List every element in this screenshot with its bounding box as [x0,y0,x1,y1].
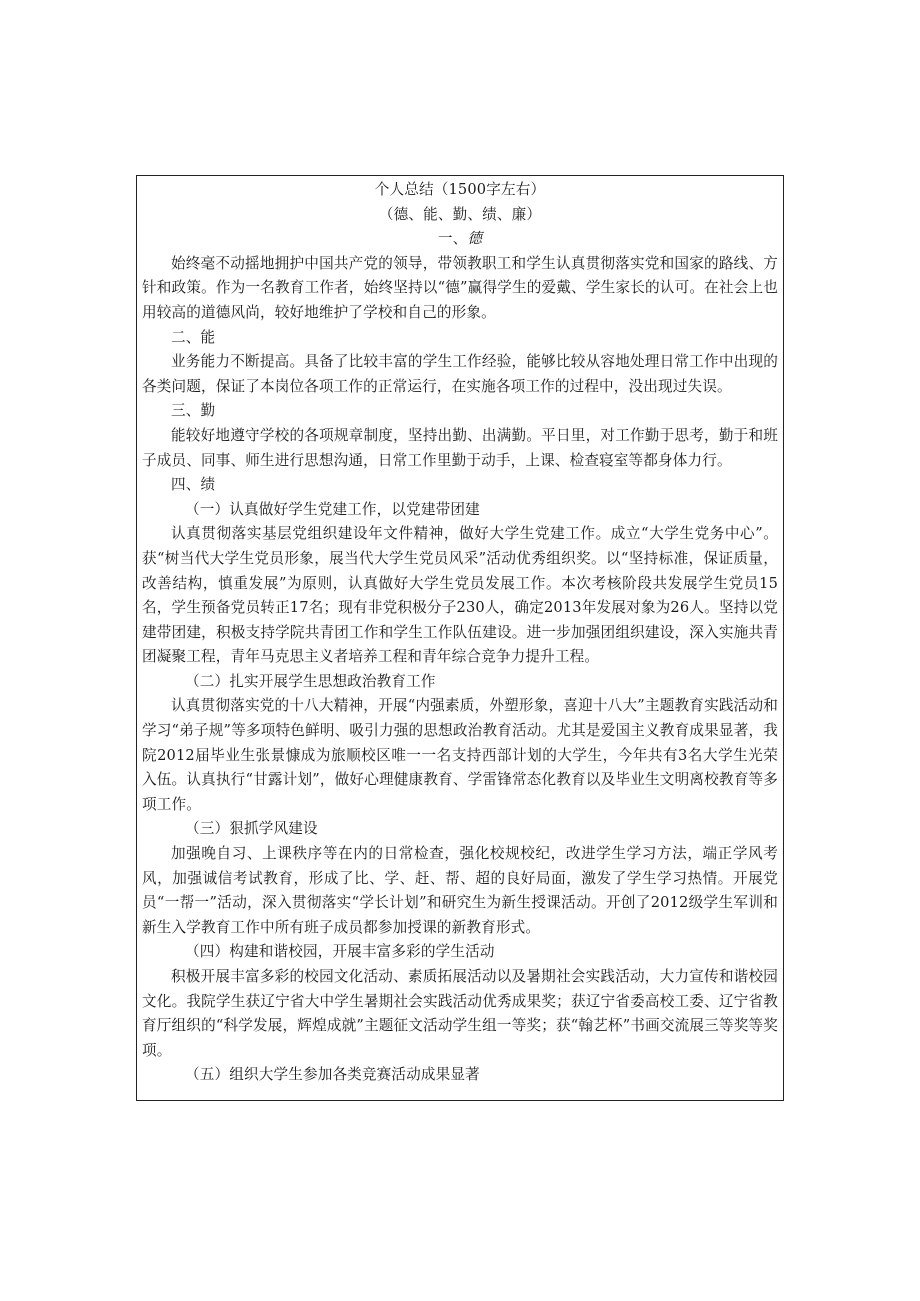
section-heading-de-char: 德 [467,230,483,248]
subsection-heading-5: （五）组织大学生参加各类竞赛活动成果显著 [185,1066,480,1084]
section-heading-ji: 四、绩 [171,476,216,494]
subsection-heading-3: （三）狠抓学风建设 [185,820,318,838]
subsection-heading-1: （一）认真做好学生党建工作，以党建带团建 [185,500,480,518]
subsection-body-2: 认真贯彻落实党的十八大精神，开展“内强素质，外塑形象，喜迎十八大”主题教育实践活动和学习“弟子规”等多项特色鲜明、吸引力强的思想政治教育活动。尤其是爱国主义教育成果显著，我院2012届毕业生张景慷成为旅顺校区唯一一名支持西部计划的大学生，今年共有3名大学生光荣入伍。认真执行“甘露计划”，做好心理健康教育、学雷锋常态化教育以及毕业生文明离校教育等多项工作。 [142,697,778,813]
subsection-body-3: 加强晚自习、上课秩序等在内的日常检查，强化校规校纪，改进学生学习方法，端正学风考风，加强诚信考试教育，形成了比、学、赶、帮、超的良好局面，激发了学生学习热情。开展党员“一帮一”活动，深入贯彻落实“学长计划”和研究生为新生授课活动。开创了2012级学生军训和新生入学教育工作中所有班子成员都参加授课的新教育形式。 [142,845,778,936]
summary-form-box [136,175,784,1101]
section-body-neng: 业务能力不断提高。具备了比较丰富的学生工作经验，能够比较从容地处理日常工作中出现的各类问题，保证了本岗位各项工作的正常运行，在实施各项工作的过程中，没出现过失误。 [142,353,778,395]
section-heading-qin: 三、勤 [171,402,216,420]
subsection-body-1: 认真贯彻落实基层党组织建设年文件精神，做好大学生党建工作。成立“大学生党务中心”。获“树当代大学生党员形象，展当代大学生党员风采”活动优秀组织奖。以“坚持标准，保证质量，改善结构，慎重发展”为原则，认真做好大学生党员发展工作。本次考核阶段共发展学生党员15名，学生预备党员转正17名；现有非党积极分子230人，确定2013年发展对象为26人。坚持以党建带团建，积极支持学院共青团工作和学生工作队伍建设。进一步加强团组织建设，深入实施共青团凝聚工程，青年马克思主义者培养工程和青年综合竞争力提升工程。 [142,525,778,666]
section-heading-de-prefix: 一、 [437,230,468,248]
summary-content [137,176,783,1088]
section-body-de: 始终毫不动摇地拥护中国共产党的领导，带领教职工和学生认真贯彻落实党和国家的路线、方针和政策。作为一名教育工作者，始终坚持以“德”赢得学生的爱戴、学生家长的认可。在社会上也用较高的道德风尚，较好地维护了学校和自己的形象。 [142,254,778,321]
section-heading-de [142,227,778,252]
section-body-qin: 能较好地遵守学校的各项规章制度，坚持出勤、出满勤。平日里，对工作勤于思考，勤于和班子成员、同事、师生进行思想沟通，日常工作里勤于动手，上课、检查寝室等都身体力行。 [142,426,778,469]
page-title: 个人总结（1500字左右） [374,181,546,198]
section-heading-neng: 二、能 [171,328,216,346]
subsection-body-4: 积极开展丰富多彩的校园文化活动、素质拓展活动以及暑期社会实践活动，大力宣传和谐校园文化。我院学生获辽宁省大中学生暑期社会实践活动优秀成果奖；获辽宁省委高校工委、辽宁省教育厅组织的“科学发展，辉煌成就”主题征文活动学生组一等奖；获“翰艺杯”书画交流展三等奖等奖项。 [142,968,778,1059]
page-subtitle: （德、能、勤、绩、廉） [378,205,542,223]
subsection-heading-2: （二）扎实开展学生思想政治教育工作 [185,672,436,690]
subsection-heading-4: （四）构建和谐校园，开展丰富多彩的学生活动 [185,943,495,961]
